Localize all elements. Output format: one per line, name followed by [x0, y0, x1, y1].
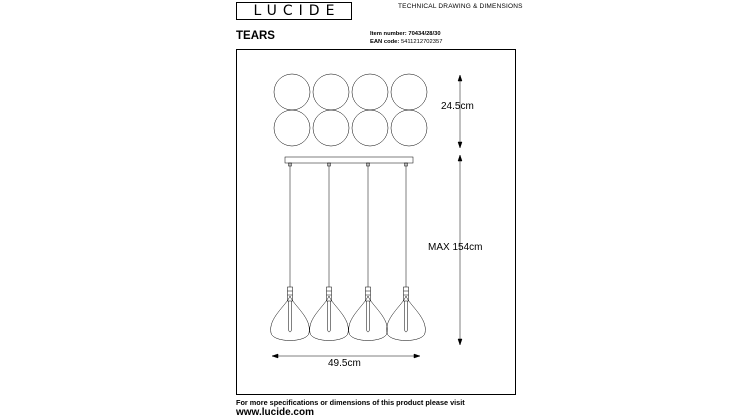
item-number-value: 70434/28/30	[408, 31, 441, 37]
teardrop-shade	[349, 296, 388, 341]
teardrop-shade	[271, 296, 310, 341]
top-height-arrow-up	[458, 75, 462, 81]
brand-logo-text: LUCIDE	[253, 3, 341, 19]
top-view-shade	[274, 110, 310, 146]
ean-value: 5411212702357	[400, 39, 443, 45]
max-height-label: MAX 154cm	[428, 242, 483, 253]
teardrop-shade	[310, 296, 349, 341]
top-view-shade	[391, 110, 427, 146]
inner-bulb	[289, 301, 292, 332]
top-height-label: 24.5cm	[441, 101, 474, 112]
teardrop-shade	[387, 296, 426, 341]
top-view-shade	[274, 74, 310, 110]
pendant	[387, 163, 426, 341]
document-type: TECHNICAL DRAWING & DIMENSIONS	[398, 3, 523, 10]
ceiling-canopy	[285, 157, 413, 163]
max-height-arrow-down	[458, 339, 462, 345]
max-height-arrow-up	[458, 155, 462, 161]
top-view-shade	[352, 110, 388, 146]
dimension-lines	[272, 75, 462, 358]
front-view	[271, 157, 426, 341]
top-view-shade	[352, 74, 388, 110]
width-label: 49.5cm	[328, 358, 361, 369]
top-view-shade	[313, 110, 349, 146]
width-arrow-left	[272, 354, 278, 358]
product-name: TEARS	[236, 30, 275, 42]
top-view-shade	[313, 74, 349, 110]
top-view	[274, 74, 427, 146]
item-number-label: Item number:	[370, 31, 407, 37]
footer-info: For more specifications or dimensions of this product please visit	[236, 398, 465, 407]
width-arrow-right	[414, 354, 420, 358]
pendant	[349, 163, 388, 341]
inner-bulb	[328, 301, 331, 332]
website-link[interactable]: www.lucide.com	[236, 407, 314, 418]
top-view-shade	[391, 74, 427, 110]
pendant	[310, 163, 349, 341]
top-height-arrow-down	[458, 142, 462, 148]
inner-bulb	[367, 301, 370, 332]
pendant	[271, 163, 310, 341]
inner-bulb	[405, 301, 408, 332]
ean-label: EAN code:	[370, 39, 400, 45]
